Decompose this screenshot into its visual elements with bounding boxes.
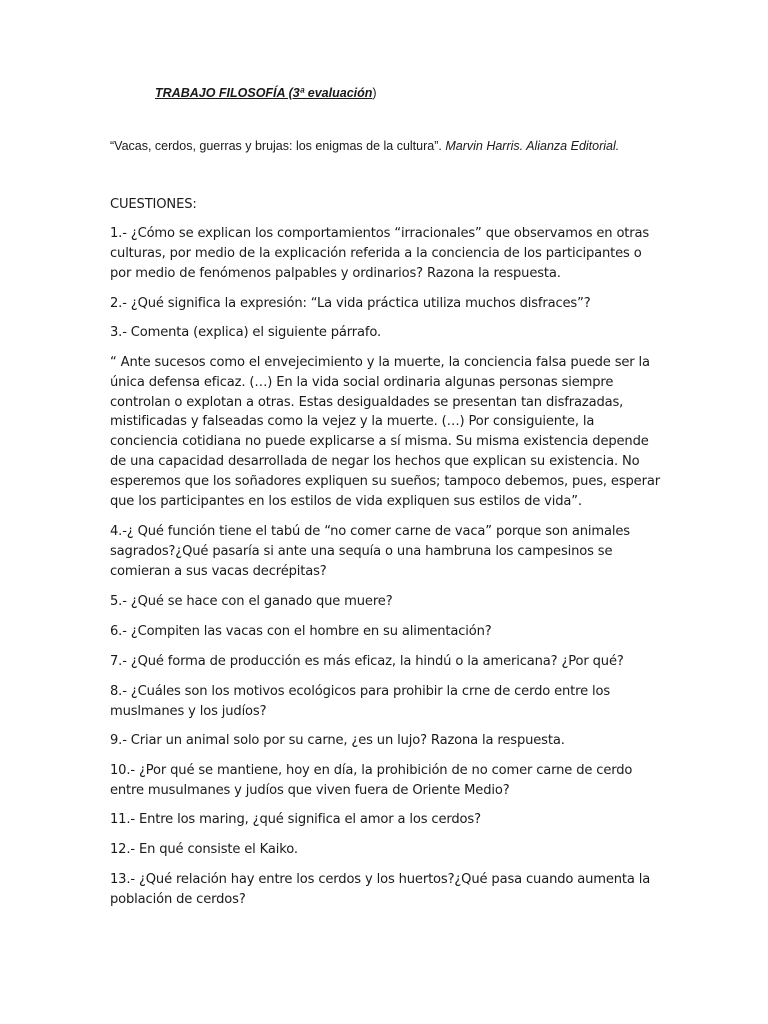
source-quote: “Vacas, cerdos, guerras y brujas: los enigmas de la cultura”. — [110, 139, 442, 153]
questions-heading: CUESTIONES: — [110, 197, 197, 212]
question-13: 13.- ¿Qué relación hay entre los cerdos y los huertos?¿Qué pasa cuando aumenta la población de cerdos? — [110, 872, 651, 907]
question-1: 1.- ¿Cómo se explican los comportamientos “irracionales” que observamos en otras culturas, por medio de la explicación referida a la conciencia de los participantes o por medio de fenómenos palpables y ordinarios? Razona la respuesta. — [110, 226, 650, 281]
question-12: 12.- En qué consiste el Kaiko. — [110, 842, 298, 857]
source-author: Marvin Harris. Alianza Editorial. — [441, 139, 620, 153]
question-2: 2.- ¿Qué significa la expresión: “La vida práctica utiliza muchos disfraces”? — [110, 296, 591, 311]
quoted-paragraph: “ Ante sucesos como el envejecimiento y la muerte, la conciencia falsa puede ser la única defensa eficaz. (…) En la vida social ordinaria algunas personas siempre controlan o explotan a otras. Estas desigualdades se presentan tan disfrazadas, mistificadas y falseadas como la vejez y la muerte. (…) Por consiguiente, la conciencia cotidiana no puede explicarse a sí misma. Su misma existencia depende de una capacidad desarrollada de negar los hechos que explican su existencia. No esperemos que los soñadores expliquen su sueños; tampoco debemos, pues, esperar que los participantes en los estilos de vida expliquen sus estilos de vida”. — [110, 355, 660, 509]
question-10: 10.- ¿Por qué se mantiene, hoy en día, la prohibición de no comer carne de cerdo entre musulmanes y judíos que viven fuera de Oriente Medio? — [110, 763, 633, 798]
question-9: 9.- Criar un animal solo por su carne, ¿es un lujo? Razona la respuesta. — [110, 733, 565, 748]
question-7: 7.- ¿Qué forma de producción es más eficaz, la hindú o la americana? ¿Por qué? — [110, 654, 624, 669]
question-3: 3.- Comenta (explica) el siguiente párrafo. — [110, 325, 381, 340]
question-5: 5.- ¿Qué se hace con el ganado que muere? — [110, 594, 393, 609]
document-title-main: TRABAJO FILOSOFÍA (3ª evaluación — [155, 86, 373, 100]
source-citation — [110, 139, 619, 153]
document-title — [155, 86, 377, 100]
question-6: 6.- ¿Compiten las vacas con el hombre en su alimentación? — [110, 624, 492, 639]
question-11: 11.- Entre los maring, ¿qué significa el amor a los cerdos? — [110, 812, 481, 827]
question-8: 8.- ¿Cuáles son los motivos ecológicos para prohibir la crne de cerdo entre los muslmanes y los judíos? — [110, 684, 611, 719]
document-title-close: ) — [372, 86, 377, 100]
question-4: 4.-¿ Qué función tiene el tabú de “no comer carne de vaca” porque son animales sagrados?¿Qué pasaría si ante una sequía o una hambruna los campesinos se comieran a sus vacas decrépitas? — [110, 524, 630, 579]
